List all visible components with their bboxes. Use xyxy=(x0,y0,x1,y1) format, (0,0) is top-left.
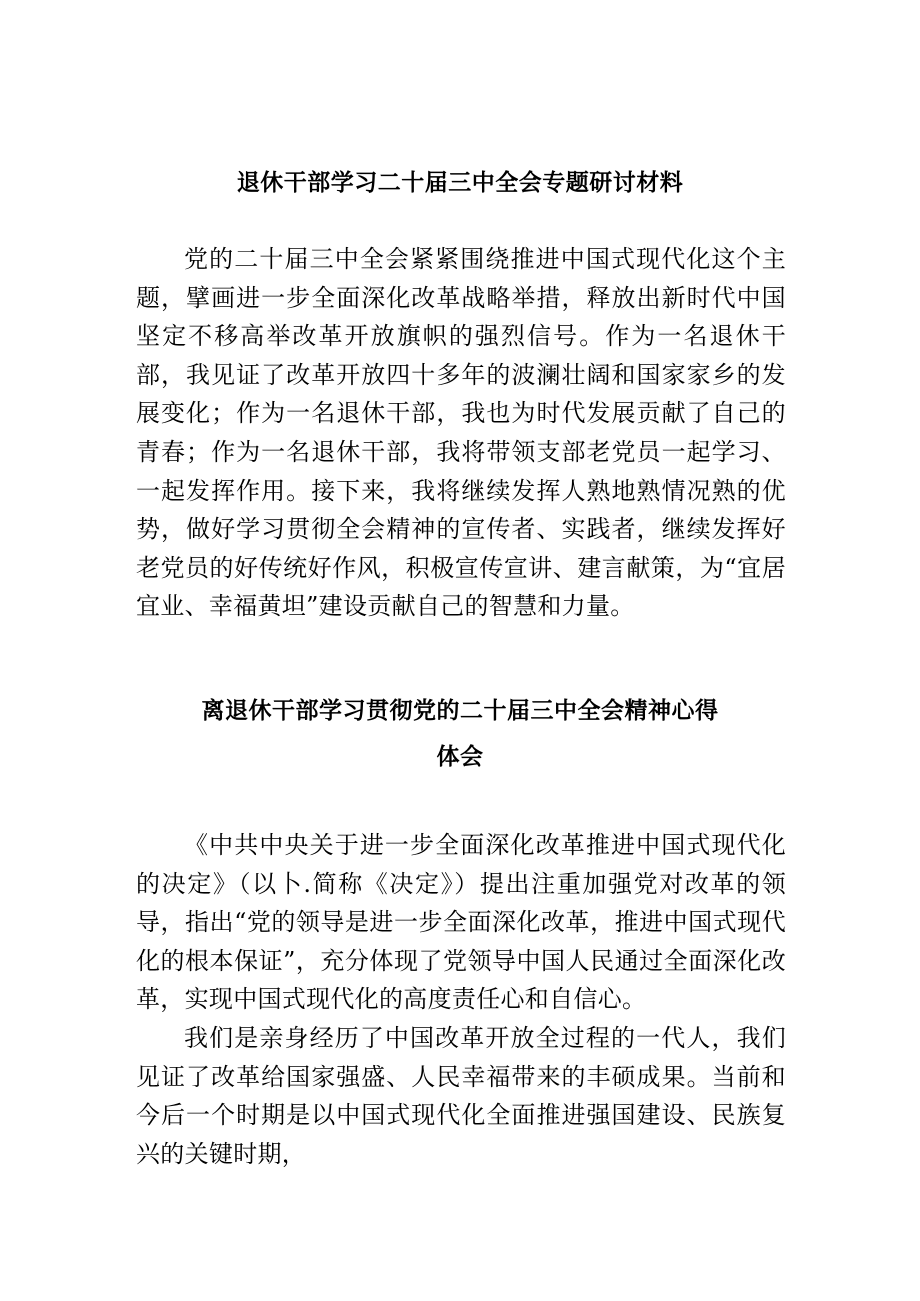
section-1-paragraph-1: 党的二十届三中全会紧紧围绕推进中国式现代化这个主题，擘画进一步全面深化改革战略举措，释放出新时代中国坚定不移高举改革开放旗帜的强烈信号。作为一名退休干部，我见证了改革开放四十多年的波澜壮阔和国家家乡的发展变化；作为一名退休干部，我也为时代发展贡献了自己的青春；作为一名退休干部，我将带领支部老党员一起学习、一起发挥作用。接下来，我将继续发挥人熟地熟情况熟的优势，做好学习贯彻全会精神的宣传者、实践者，继续发挥好老党员的好传统好作风，积极宣传宣讲、建言献策，为“宜居宜业、幸福黄坦”建设贡献自己的智慧和力量。 xyxy=(136,245,786,621)
section-1-title: 退休干部学习二十届三中全会专题研讨材料 xyxy=(236,170,684,196)
section-2-paragraph-2: 我们是亲身经历了中国改革开放全过程的一代人，我们见证了改革给国家强盛、人民幸福带来的丰硕成果。当前和今后一个时期是以中国式现代化全面推进强国建设、民族复兴的关键时期， xyxy=(136,1024,786,1168)
section-2-title: 离退休干部学习贯彻党的二十届三中全会精神心得体会 xyxy=(201,698,719,770)
section-2-paragraph-1: 《中共中央关于进一步全面深化改革推进中国式现代化的决定》（以卜.简称《决定》）提出注重加强党对改革的领导，指出“党的领导是进一步全面深化改革，推进中国式现代化的根本保证”，充分体现了党领导中国人民通过全面深化改革，实现中国式现代化的高度责任心和自信心。 xyxy=(136,831,786,1014)
